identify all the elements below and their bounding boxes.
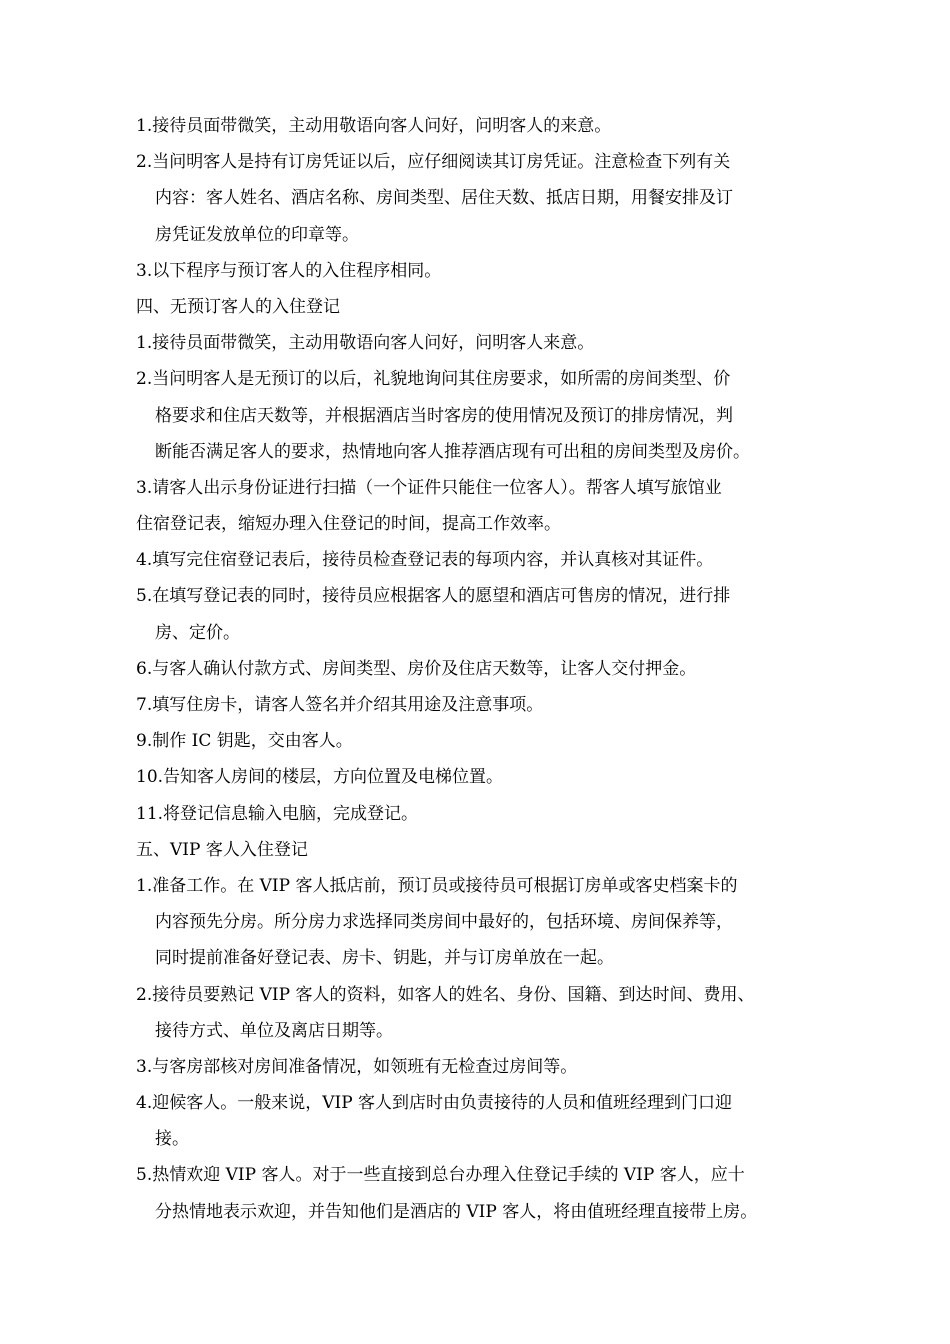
text-line: 接。 [155, 1129, 189, 1150]
text-line: 3.与客房部核对房间准备情况，如领班有无检查过房间等。 [136, 1056, 578, 1077]
text-line: 1.准备工作。在 VIP 客人抵店前，预订员或接待员可根据订房单或客史档案卡的 [136, 875, 738, 896]
text-line: 内容：客人姓名、酒店名称、房间类型、居住天数、抵店日期，用餐安排及订 [155, 188, 733, 209]
text-line: 住宿登记表，缩短办理入住登记的时间，提高工作效率。 [136, 514, 561, 535]
text-line: 4.填写完住宿登记表后，接待员检查登记表的每项内容，并认真核对其证件。 [136, 550, 714, 571]
text-line: 6.与客人确认付款方式、房间类型、房价及住店天数等，让客人交付押金。 [136, 658, 697, 679]
text-line: 5.在填写登记表的同时，接待员应根据客人的愿望和酒店可售房的情况，进行排 [136, 586, 731, 607]
text-line: 同时提前准备好登记表、房卡、钥匙，并与订房单放在一起。 [155, 948, 614, 969]
text-line: 分热情地表示欢迎，并告知他们是酒店的 VIP 客人，将由值班经理直接带上房。 [155, 1201, 758, 1222]
text-line: 11.将登记信息输入电脑，完成登记。 [136, 803, 419, 824]
text-line: 2.接待员要熟记 VIP 客人的资料，如客人的姓名、身份、国籍、到达时间、费用、 [136, 984, 755, 1005]
text-line: 格要求和住店天数等，并根据酒店当时客房的使用情况及预订的排房情况，判 [155, 405, 733, 426]
text-line: 2.当问明客人是无预订的以后，礼貌地询问其住房要求，如所需的房间类型、价 [136, 369, 731, 390]
text-line: 接待方式、单位及离店日期等。 [155, 1020, 393, 1041]
text-line: 9.制作 IC 钥匙，交由客人。 [136, 731, 353, 752]
text-line: 房凭证发放单位的印章等。 [155, 224, 359, 245]
section-heading: 四、无预订客人的入住登记 [136, 296, 340, 317]
text-line: 3.以下程序与预订客人的入住程序相同。 [136, 260, 442, 281]
text-line: 1.接待员面带微笑，主动用敬语向客人问好，问明客人来意。 [136, 333, 595, 354]
text-line: 5.热情欢迎 VIP 客人。对于一些直接到总台办理入住登记手续的 VIP 客人，应十 [136, 1165, 745, 1186]
text-line: 4.迎候客人。一般来说，VIP 客人到店时由负责接待的人员和值班经理到门口迎 [136, 1093, 733, 1114]
document-body [0, 108, 950, 1230]
text-line: 断能否满足客人的要求，热情地向客人推荐酒店现有可出租的房间类型及房价。 [155, 441, 750, 462]
text-line: 房、定价。 [155, 622, 240, 643]
text-line: 10.告知客人房间的楼层，方向位置及电梯位置。 [136, 767, 504, 788]
text-line: 1.接待员面带微笑，主动用敬语向客人问好，问明客人的来意。 [136, 116, 612, 136]
text-line: 内容预先分房。所分房力求选择同类房间中最好的，包括环境、房间保养等， [155, 912, 733, 933]
text-line: 7.填写住房卡，请客人签名并介绍其用途及注意事项。 [136, 695, 544, 715]
text-line: 2.当问明客人是持有订房凭证以后，应仔细阅读其订房凭证。注意检查下列有关 [136, 152, 731, 173]
section-heading: 五、VIP 客人入住登记 [136, 839, 308, 860]
text-line: 3.请客人出示身份证进行扫描（一个证件只能住一位客人）。帮客人填写旅馆业 [136, 477, 722, 498]
